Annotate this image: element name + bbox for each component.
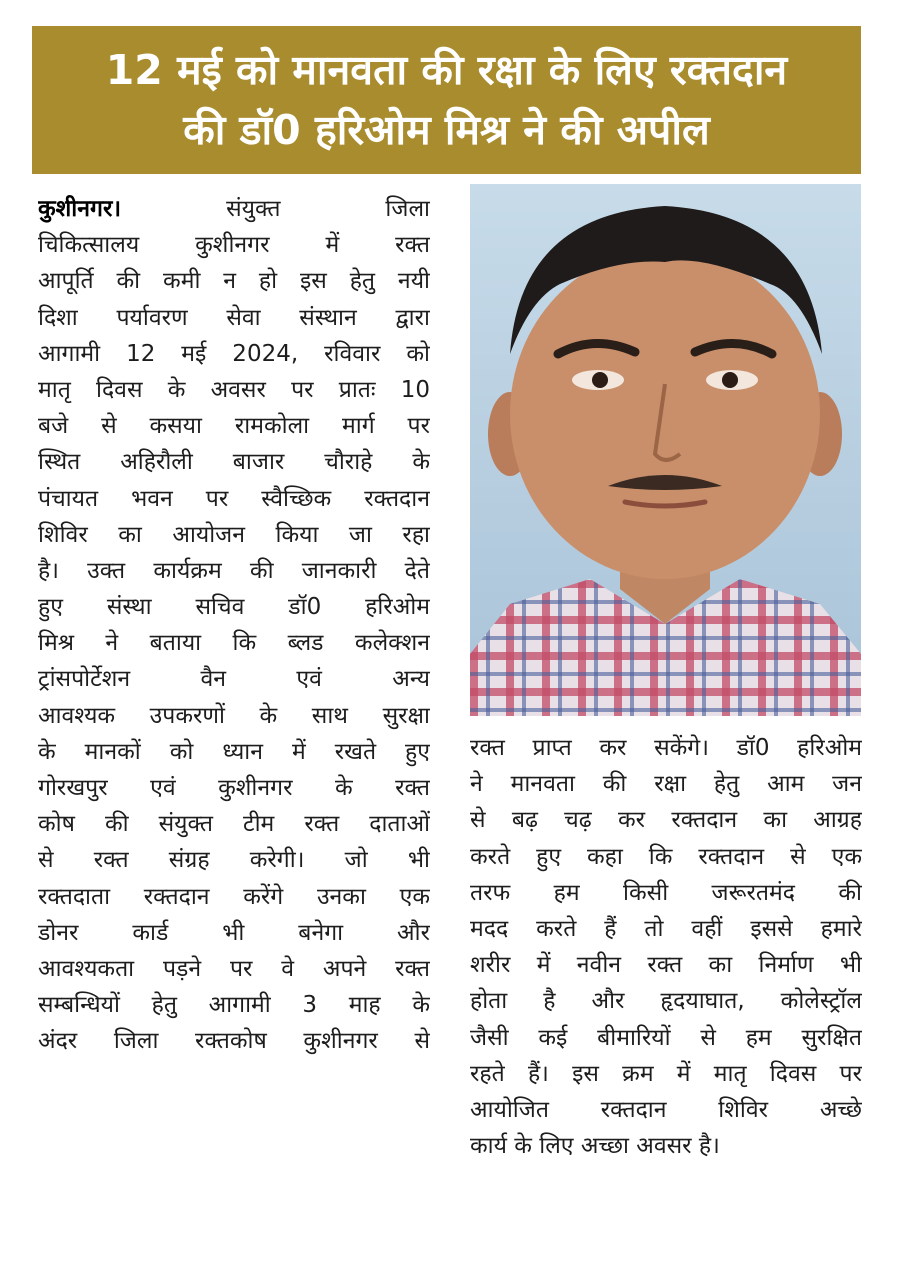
article-line: तरफ हम किसी जरूरतमंद की xyxy=(470,879,862,906)
article-line: ने मानवता की रक्षा हेतु आम जन xyxy=(470,771,862,798)
article-line: करते हुए कहा कि रक्तदान से एक xyxy=(470,843,862,870)
article-line-text: संयुक्त जिला xyxy=(121,196,430,222)
dateline: कुशीनगर। xyxy=(38,196,122,222)
article-line: आवश्यकता पड़ने पर वे अपने रक्त xyxy=(38,955,430,982)
article-line: आयोजित रक्तदान शिविर अच्छे xyxy=(470,1096,862,1123)
article-column-left xyxy=(38,191,430,1060)
headline-line-1: 12 मई को मानवता की रक्षा के लिए रक्तदान xyxy=(105,46,788,94)
article-line: कार्य के लिए अच्छा अवसर है। xyxy=(470,1133,720,1160)
article-line: से बढ़ चढ़ कर रक्तदान का आग्रह xyxy=(470,807,862,834)
article-line: गोरखपुर एवं कुशीनगर के रक्त xyxy=(38,775,430,801)
article-line: पंचायत भवन पर स्वैच्छिक रक्तदान xyxy=(38,485,430,512)
portrait-photo xyxy=(470,184,861,716)
article-line: होता है और हृदयाघात, कोलेस्ट्रॉल xyxy=(470,988,862,1015)
article-line: के मानकों को ध्यान में रखते हुए xyxy=(38,738,430,765)
article-line: मदद करते हैं तो वहीं इससे हमारे xyxy=(470,915,862,942)
portrait-illustration xyxy=(470,184,861,716)
article-line: मिश्र ने बताया कि ब्लड कलेक्शन xyxy=(38,630,430,657)
article-line: बजे से कसया रामकोला मार्ग पर xyxy=(38,413,430,440)
article-line: दिशा पर्यावरण सेवा संस्थान द्वारा xyxy=(38,304,430,331)
headline-banner xyxy=(32,26,861,174)
article-line: आपूर्ति की कमी न हो इस हेतु नयी xyxy=(38,268,430,295)
article-line: मातृ दिवस के अवसर पर प्रातः 10 xyxy=(38,376,430,403)
headline-line-2: की डॉ0 हरिओम मिश्र ने की अपील xyxy=(183,106,710,154)
article-line: हुए संस्था सचिव डॉ0 हरिओम xyxy=(38,594,430,621)
article-line: सम्बन्धियों हेतु आगामी 3 माह के xyxy=(38,992,430,1019)
article-line: डोनर कार्ड भी बनेगा और xyxy=(38,919,430,946)
article-line: ट्रांसपोर्टेशन वैन एवं अन्य xyxy=(38,666,430,693)
article-line: जैसी कई बीमारियों से हम सुरक्षित xyxy=(470,1024,862,1051)
article-line xyxy=(38,191,430,227)
article-line: रक्त प्राप्त कर सकेंगे। डॉ0 हरिओम xyxy=(470,735,862,761)
article-line: चिकित्सालय कुशीनगर में रक्त xyxy=(38,232,430,259)
article-column-right xyxy=(470,730,862,1164)
article-line: से रक्त संग्रह करेगी। जो भी xyxy=(38,847,430,874)
article-line: है। उक्त कार्यक्रम की जानकारी देते xyxy=(38,557,430,584)
article-line: अंदर जिला रक्तकोष कुशीनगर से xyxy=(38,1028,430,1055)
article-line: रहते हैं। इस क्रम में मातृ दिवस पर xyxy=(470,1060,862,1087)
article-line: शरीर में नवीन रक्त का निर्माण भी xyxy=(470,952,862,979)
article-line: आवश्यक उपकरणों के साथ सुरक्षा xyxy=(38,702,430,729)
article-line: रक्तदाता रक्तदान करेंगे उनका एक xyxy=(38,883,430,910)
article-line: कोष की संयुक्त टीम रक्त दाताओं xyxy=(38,811,430,838)
article-line: आगामी 12 मई 2024, रविवार को xyxy=(38,340,430,367)
article-line: शिविर का आयोजन किया जा रहा xyxy=(38,521,430,548)
article-line: स्थित अहिरौली बाजार चौराहे के xyxy=(38,449,430,476)
